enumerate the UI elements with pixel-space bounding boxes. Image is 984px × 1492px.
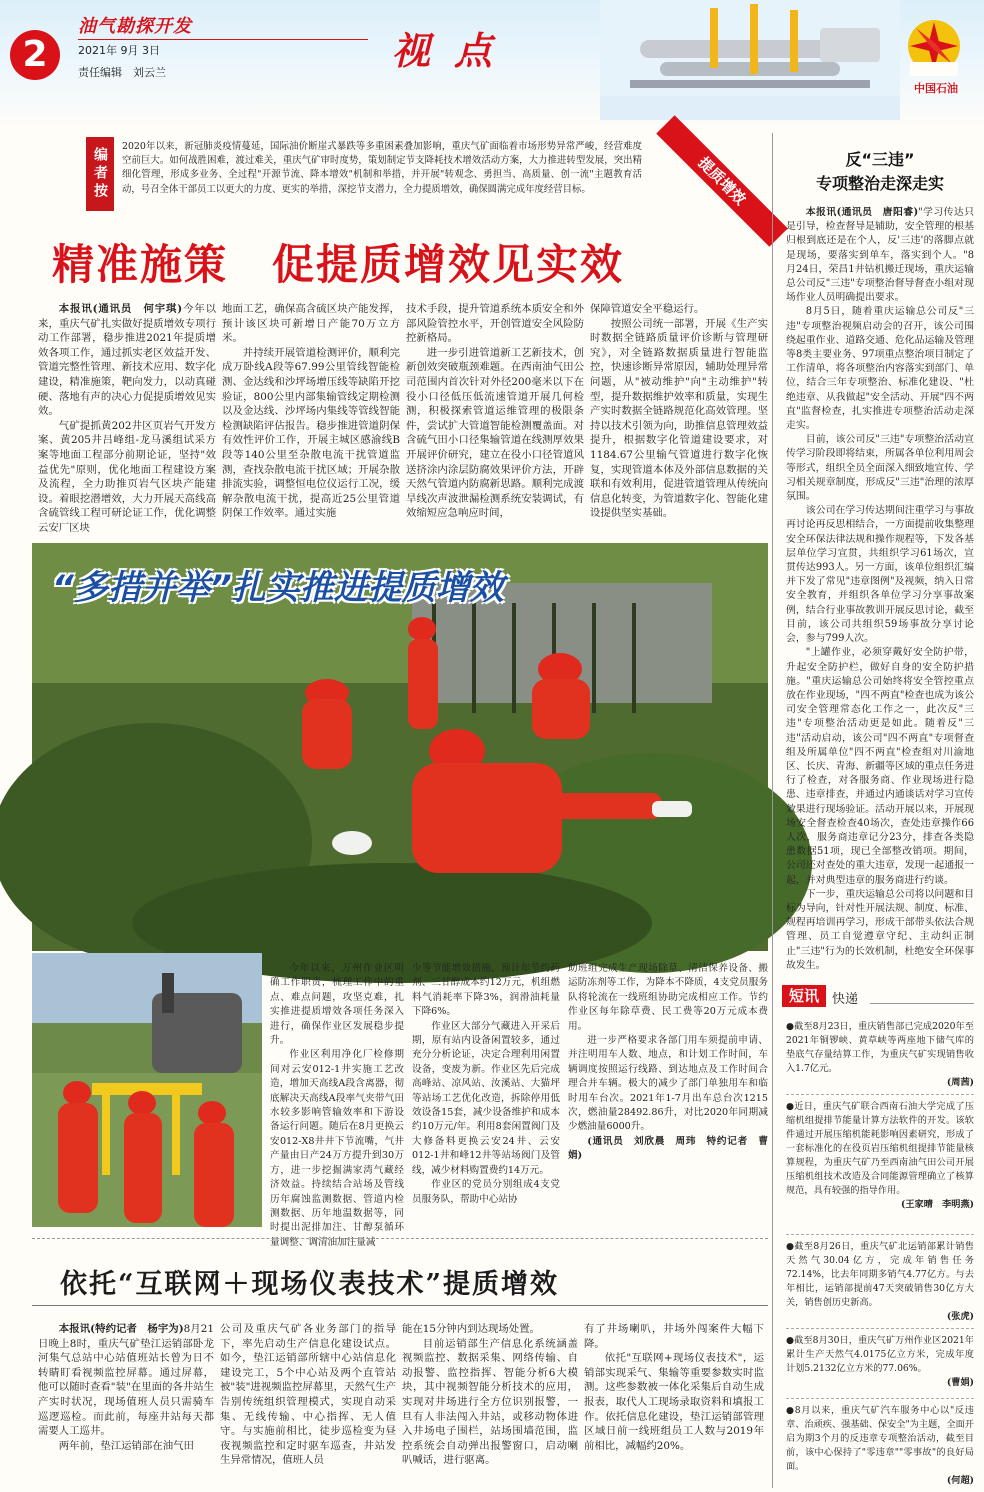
story1-byline: 本报讯(通讯员 何宇琪) bbox=[58, 303, 183, 315]
story1-headline: 精准施策 促提质增效见实效 bbox=[52, 240, 625, 289]
story2-col1-p2: 作业区利用净化厂检修期间对云安012-1井实施工艺改造，增加天高线A段含离器，彻底解决天高线A段率气夹带气田水较多影响管输效率和下游设备运行问题。随后在8月更换云安012-X8井井下节流嘴，气井产量由日产24万方提升到30万方，进一步挖掘满家湾气藏经济效益。持续结合站场及管线历年腐蚀监测数据、管道内检测数据、历年地温数据等，同时提出泥排加注、甘醇泵循环量调整、调清油加注量减 bbox=[270, 1049, 404, 1248]
brief-text: ●近日，重庆气矿联合西南石油大学完成了压缩机组提排节能量计算方法软件的开发。该软件通过开展压缩机能耗影响因素研究，形成了一套标准化的在役页岩压缩机组提排节能量核算规程，为重庆气矿乃至西南油气田公司开展压缩机组技术改造及合同能源管理确立了核算规范，具有较强的指导作用。 bbox=[786, 1101, 974, 1196]
story3-column-3 bbox=[402, 1322, 578, 1482]
corner-ribbon bbox=[650, 130, 760, 240]
right-story-title bbox=[782, 148, 978, 196]
right-title-line-2: 专项整治走深走实 bbox=[815, 174, 944, 193]
brief-separator bbox=[786, 1328, 974, 1330]
story1-col3-p1: 技术手段，提升管道系统本质安全和外部风险管控水平，开创管道安全风险防控新格局。 bbox=[406, 303, 584, 345]
story1-col2-p2: 并持续开展管道检测评价，顺利完成万卧线A段等67.99公里管线智能检测、金达线和沙坪场增压线等缺陷开挖验证，800公里内部集输管线定期检测以及金达线、沙坪场内集线等管线智能检测缺陷评估报告。稳步推进管道阴保有效性评价工作，开展主城区感渝线B段等140公里至杂散电流干扰管道监测，查找杂散电流干扰区域；开展杂散排流实验，调整恒电位仪运行工况，缓解杂散电流干扰，提高近25公里管道阴保工作效率。通过实施 bbox=[222, 346, 400, 520]
column-name: 视点 bbox=[392, 28, 517, 73]
story3-col2-p1: 公司及重庆气矿各业务部门的指导下，率先启动生产信息化建设试点。如今，垫江运销部所辖中心站信息化建设完工，5个中心站及两个直管站被"装"进视频监控屏幕里，天然气生产告别传统组织管理模式，实现自动采集、无线传输、中心指挥、无人值守。与实施前相比，徒步巡检变为昼夜视频监控和定时驱车巡查，井站发生异常情况，值班人员 bbox=[220, 1323, 396, 1467]
story2-col2-p1: 少等节能增效措施，预计年节约药剂、三甘醇成本约12万元，机组燃料气消耗率下降3%，润滑油耗量下降6%。 bbox=[412, 963, 560, 1018]
story3-col4-p2: 依托"互联网+现场仪表技术"，运销部实现采气、集输等重要参数实时监测。这些参数被一体化采集后自动生成报表，取代人工现场录取资料和填报工作。依托信息化建设，垫江运销部管理区域日前一线班组员工人数与2019年前相比，减幅约20%。 bbox=[584, 1352, 764, 1452]
story2-col1-p1: 今年以来，万州作业区明确工作职责，梳理工作中的重点、难点问题，攻坚克难，扎实推进提质增效各项任务深入进行，确保作业区发展稳步提升。 bbox=[270, 963, 404, 1047]
petrochina-logo-icon bbox=[906, 18, 962, 80]
story1-column-2 bbox=[222, 302, 400, 536]
story3-column-2 bbox=[220, 1322, 396, 1482]
story1-col2-p1: 地面工艺，确保高含硫区块产能发挥，预计该区块可新增日产能70万立方米。 bbox=[222, 303, 400, 345]
story3-col3-p1: 能在15分钟内到达现场处置。 bbox=[402, 1323, 540, 1335]
brief-author: (王家晴 李明燕) bbox=[900, 1199, 974, 1210]
photo-workers-at-wellhead bbox=[32, 953, 262, 1227]
brief-author: (张虎) bbox=[946, 1311, 974, 1322]
right-p2: 8月5日，随着重庆运输总公司反"三违"专项整治视频启动会的召开，该公司围绕起重作业、道路交通、危化品运输及管理等8类主要业务、97项重点整治项目制定了工作清单，将各项整治内容落实到部门、单位，结合三年专项整治、标准化建设、"杜绝违章、从我做起"安全活动、开展"四不两直"监督检查，扎实推进专项整治活动走深走实。 bbox=[786, 306, 974, 432]
briefs-subtitle: 快递 bbox=[832, 992, 859, 1007]
story3-col1-p1: 8月21日晚上8时，重庆气矿垫江运销部卧龙河集气总站中心站值班站长曾为日不转睛盯看视频监控屏幕。通过屏幕，他可以随时查看"装"在里面的各井站生产实时状况，现场值班人员只需骑车巡逻巡检。而此前，每座井站每天都需要人工巡井。 bbox=[38, 1323, 214, 1438]
page-number: 2 bbox=[10, 30, 60, 80]
brief-separator bbox=[786, 1398, 974, 1400]
story1-col3-p2: 进一步引进管道新工艺新技术，创新创效突破瓶颈难题。在西南油气田公司范围内首次针对外径200毫米以下在役小口径低压低流速管道开展几何检测，积极探索管道运维管理的极限条件，尝试扩大管道智能检测覆盖面。对含硫气田小口径集输管道在线测厚效果开展评价研究，建立在役小口径管道风送挤涂内涂层防腐效果评价方法，开辟天然气管道内防腐新思路。顺利完成渡旱线次声波泄漏检测系统安装调试，有效缩短应急响应时间， bbox=[406, 346, 584, 520]
editor-note-label: 编者按 bbox=[86, 137, 114, 211]
story2-col3-p1: 助班组完成生产现场除草、清洁保养设备、搬运防冻剂等工作，为降本不降质，4支党员服务队将轮流在一线班组协助完成相应工作。节约作业区每年除草费、民工费等20万元成本费用。 bbox=[568, 963, 768, 1032]
story2-col3-p2: 进一步严格要求各部门用车须提前申请、并注明用车人数、地点，和计划工作时间，车辆调度按照运行线路、到达地点及工作时间合理合并车辆。极大的减少了部门单独用车和临时用车台次。2021年1-7月出车总台次1215次，燃油量28492.86升，对比2020年同期减少燃油量6000升。 bbox=[568, 1035, 768, 1133]
header-divider bbox=[78, 39, 368, 40]
brief-text: ●截至8月23日，重庆销售部已完成2020年至2021年铜锣峡、黄草峡等两座地下储气库的垫底气存量结算工作，为重庆气矿实现销售收入1.7亿元。 bbox=[786, 1021, 974, 1074]
pipeline-illustration bbox=[600, 0, 900, 120]
brief-item bbox=[786, 1100, 974, 1212]
brief-text: ●截至8月26日，重庆气矿北运销部累计销售天然气30.04亿方，完成年销售任务72.14%，比去年同期多销气4.77亿方。与去年相比，运销部提前47天突破销售30亿方大关，销售创历史新高。 bbox=[786, 1241, 974, 1308]
story2-column-2 bbox=[412, 962, 560, 1230]
responsible-editor: 责任编辑 刘云兰 bbox=[78, 66, 166, 79]
story3-col3-p2: 目前运销部生产信息化系统涵盖视频监控、数据采集、网络传输、自动报警、监控指挥、智能分析6大模块，其中视频智能分析技术的应用，实现对井场进行全方位识别报警，一旦有人非法闯入井站，或移动物体进入井场电子围栏，站场围墙范围，监控系统会自动弹出报警窗口，启动喇叭喊话，进行驱离。 bbox=[402, 1337, 578, 1467]
story1-column-4 bbox=[590, 302, 768, 536]
story2-column-1 bbox=[270, 962, 404, 1248]
right-p4: 该公司在学习传达期间注重学习与事故再讨论再反思相结合，一方面提前收集整理安全环保法律法规和操作规程等，下发各基层单位学习宣贯，共组织学习61场次，宣贯传达993人。另一方面，该单位组织汇编并下发了常见"违章图例"及视频，纳入日常安全教育，并组织各单位学习分享事故案例，结合行业事故教训开展反思讨论，截至目前，该公司共组织59场事故分享讨论会，参与799人次。 bbox=[786, 505, 974, 645]
briefs-rule bbox=[870, 1003, 974, 1004]
brief-item bbox=[786, 1020, 974, 1090]
story2-col2-p3: 作业区的党员分别组成4支党员服务队，帮助中心站协 bbox=[412, 1179, 560, 1205]
brief-item bbox=[786, 1404, 974, 1488]
brief-author: (何超) bbox=[946, 1475, 974, 1486]
story3-col4-p1: 有了井场喇叭，井场外闯案件大幅下降。 bbox=[584, 1323, 764, 1350]
brief-text: ●截至8月30日，重庆气矿万州作业区2021年累计生产天然气4.0175亿立方米，完成年度计划5.2132亿立方米的77.06%。 bbox=[786, 1335, 974, 1374]
story3-headline: 依托“互联网＋现场仪表技术”提质增效 bbox=[60, 1269, 560, 1300]
story3-column-1 bbox=[38, 1322, 214, 1482]
right-title-line-1: 反“三违” bbox=[845, 150, 915, 169]
brief-item bbox=[786, 1240, 974, 1324]
right-p3: 目前，该公司反"三违"专项整治活动宣传学习阶段即将结束，所属各单位利用周会等形式，组织全员全面深入细致地宣传、学习相关规章制度，形成反"三违"治理的浓厚氛围。 bbox=[786, 434, 974, 503]
story3-col1-p2: 两年前，垫江运销部在油气田 bbox=[58, 1439, 194, 1452]
brief-separator bbox=[786, 1234, 974, 1236]
brief-separator bbox=[786, 1094, 974, 1096]
brief-text: ●8月以来，重庆气矿汽车服务中心以"反违章、治顽疾、强基础、保安全"为主题，全面开启为期3个月的反违章专项整治活动，截至目前，该中心保持了"零违章""零事故"的良好局面。 bbox=[786, 1405, 974, 1472]
right-story-body bbox=[786, 206, 974, 976]
right-p1: "学习传达只是引导，检查督导是辅助，安全管理的根基归根到底还是在个人，反'三违'的落脚点就是现场，要落实到单车，落实到个人。"8月24日，荣昌1井钻机搬迁现场，重庆运输总公司反"三违"专项整治督导督查小组对现场作业人员明确提出要求。 bbox=[786, 207, 974, 304]
story1-col4-p1: 保障管道安全平稳运行。 bbox=[590, 303, 705, 315]
story1-col1-p1: 今年以来，重庆气矿扎实做好提质增效专项行动工作部署，稳步推进2021年提质增效各项工作，通过抓实老区效益开发、管道完整性管理、新技术应用、数字化建设，精准施策，靶向发力，以动真碰硬、落地有声的决心力促提质增效见实效。 bbox=[38, 303, 216, 418]
story1-col4-p2: 按照公司统一部署，开展《生产实时数据全链路质量评价诊断与管理研究》，对全链路数据质量进行智能监控，快速诊断异常原因，辅助处理异常问题，从"被动维护"向"主动维护"转型，提升数据维护效率和质量，实现生产实时数据全链路规范化高效管理。坚持以技术引领为向，助推信息管理效益提升，根据数字化管道建设要求，对1184.67公里输气管道进行数字化恢复，实现管道本体及外部信息数据的关联和有效利用，促进管道管理从传统向信息化转变，为管道数字化、智能化建设提供坚实基础。 bbox=[590, 317, 768, 520]
right-p6: 下一步，重庆运输总公司将以问题和目标为导向，针对性开展法规、制度、标准、规程再培训再学习，形成干部带头依法合规管理、员工自觉遵章守纪、主动纠正制止"三违"行为的长效机制，杜绝安全环保事故发生。 bbox=[786, 888, 974, 971]
story3-headline-rule bbox=[32, 1305, 768, 1306]
story3-byline: 本报讯(特约记者 杨宇为) bbox=[58, 1323, 184, 1335]
brief-author: (曹娟) bbox=[946, 1377, 974, 1388]
issue-date: 2021年 9月 3日 bbox=[78, 44, 160, 57]
story2-byline: (通讯员 刘欣晨 周玮 特约记者 曹娟) bbox=[568, 1135, 768, 1162]
ribbon-label: 提质增效 bbox=[656, 115, 788, 247]
logo-text: 中国石油 bbox=[914, 82, 958, 95]
right-p5: "上罐作业，必须穿戴好安全防护带，升起安全防护栏，做好自身的安全防护措施。"重庆运输总公司始终将安全管控重点放在作业现场，"四不两直"检查也成为该公司安全管理常态化工作之一，此次反"三违"专项整治活动更是如此。随着反"三违"活动启动，该公司"四不两直"专项督查组及所属单位"四不两直"检查组对川渝地区、长庆、青海、新疆等区域的重点任务进行了检查，对各服务商、作业现场进行隐患、违章排查，并通过内通谈话对学习宣传效果进行现场验证。活动开展以来，开展现场安全督查检查40场次，查处违章操作66人次，服务商违章记分23分，排查各类隐患数据51项，现已全部整改销项。期间，公司还对查处的重大违章，发现一起通报一起，并对典型违章的服务商进行约谈。 bbox=[786, 647, 974, 886]
story1-column-1 bbox=[38, 302, 216, 536]
editor-note-text: 2020年以来，新冠肺炎疫情蔓延，国际油价断崖式暴跌等多重困素叠加影响，重庆气矿面临着市场形势异常严峻，经营难度空前巨大。如何战胜困难，渡过难关，重庆气矿审时度势，策划制定节支降耗技术增效活动方案，大力推进转型发展，突出精细化管理，形成多业务、全过程"开源节流、降本增效"机制和举措，并开展"转观念、勇担当、高质量、创一流"主题教育活动，号召全体干部员工以更大的力度、更实的举措，深挖节支潜力，全力提质增效，确保圆满完成年度经营目标。 bbox=[122, 141, 642, 195]
story1-column-3 bbox=[406, 302, 584, 536]
column-divider bbox=[772, 133, 773, 1488]
briefs-title: 短讯 bbox=[782, 985, 826, 1007]
section-name: 油气勘探开发 bbox=[78, 16, 192, 37]
brief-item bbox=[786, 1334, 974, 1390]
photo-title: “多措并举”扎实推进提质增效 bbox=[52, 568, 504, 608]
story3-column-4 bbox=[584, 1322, 764, 1482]
story2-col2-p2: 作业区大部分气藏进入开采后期，原有站内设备闲置较多，通过充分分析论证，决定合理利用闲置设备，变废为新。作业区先后完成高峰站、凉风站、汝溪站、大猫坪等站场工艺优化改造，拆除停用低效设备15套，减少设备维护和成本约10万元/年。利用8套闲置阀门及大修备料更换云安24井、云安012-1井和峰12井等站场阀门及管线，减少材料购置费约14万元。 bbox=[412, 1020, 560, 1176]
brief-author: (周茜) bbox=[946, 1077, 974, 1088]
section-divider bbox=[32, 1238, 768, 1240]
right-byline: 本报讯(通讯员 唐阳睿) bbox=[805, 207, 919, 218]
story2-column-3 bbox=[568, 962, 768, 1230]
story1-col1-p2: 气矿提抓黄202井区页岩气开发方案、黄205井吕峰组-龙马溪组试采方案等地面工程部分前期论证，坚持"效益优先"原则，优化地面工程建设方案及流程，全力助推页岩气区块产能建设。着眼挖潜增效，大力开展天高线高含硫管线工程可研论证工作，优化调整云安厂区块 bbox=[38, 419, 216, 534]
